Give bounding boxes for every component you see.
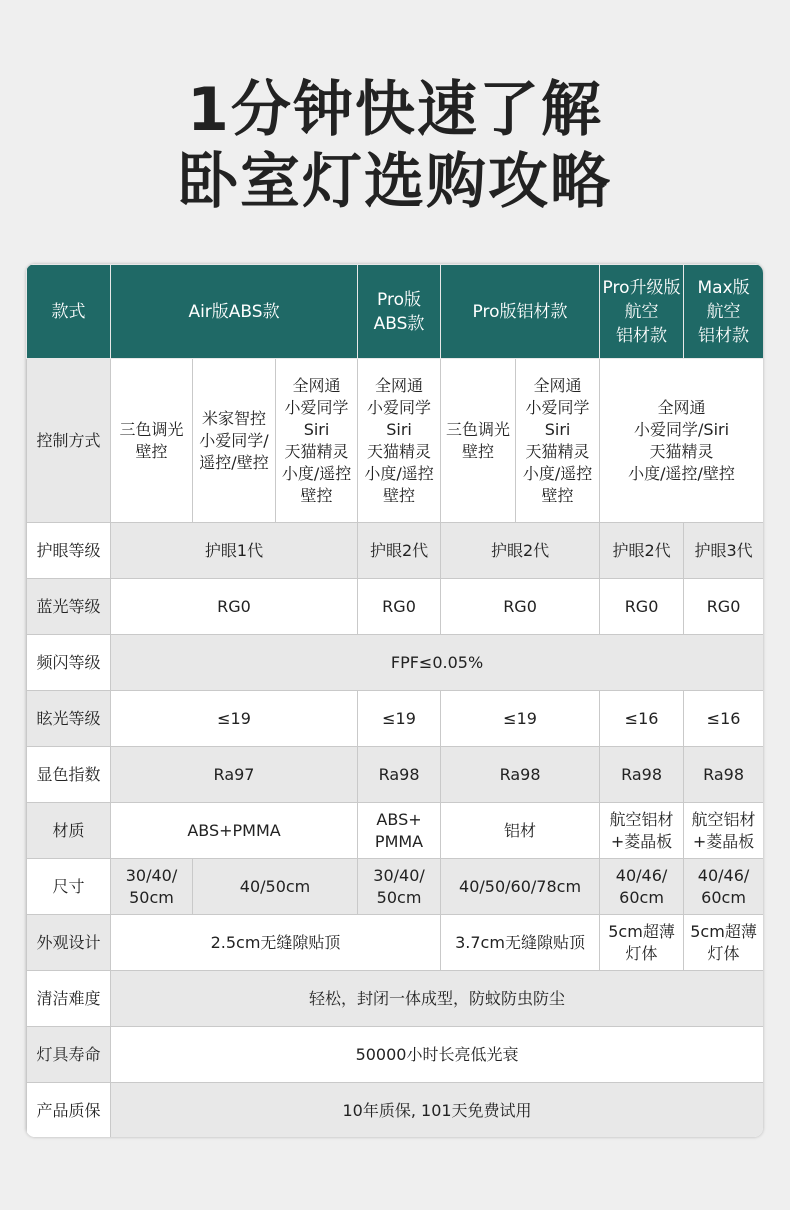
cell-size-2: 40/50cm (193, 859, 358, 915)
row-control (27, 359, 764, 523)
cell-blue-5: RG0 (684, 579, 763, 635)
row-label-warranty: 产品质保 (27, 1083, 111, 1138)
page-title-line-1: 1分钟快速了解 (187, 75, 603, 145)
cell-control-7: 全网通 小爱同学/Siri 天猫精灵 小度/遥控/壁控 (600, 359, 763, 523)
cell-blue-3: RG0 (441, 579, 600, 635)
cell-glare-4: ≤16 (600, 691, 684, 747)
cell-size-5: 40/46/ 60cm (600, 859, 684, 915)
cell-size-1: 30/40/ 50cm (111, 859, 193, 915)
cell-control-4: 全网通 小爱同学 Siri 天猫精灵 小度/遥控 壁控 (358, 359, 441, 523)
row-label-material: 材质 (27, 803, 111, 859)
header-pro-upgrade: Pro升级版 航空 铝材款 (600, 265, 684, 359)
cell-blue-2: RG0 (358, 579, 441, 635)
row-label-blue: 蓝光等级 (27, 579, 111, 635)
cell-size-6: 40/46/ 60cm (684, 859, 763, 915)
row-label-size: 尺寸 (27, 859, 111, 915)
row-cri (27, 747, 764, 803)
page-title-line-2: 卧室灯选购攻略 (178, 147, 612, 217)
cell-cri-2: Ra98 (358, 747, 441, 803)
cell-warranty-1: 10年质保, 101天免费试用 (111, 1083, 764, 1138)
cell-eye-2: 护眼2代 (358, 523, 441, 579)
comparison-table (26, 264, 763, 1137)
cell-material-5: 航空铝材 +菱晶板 (684, 803, 763, 859)
row-design (27, 915, 764, 971)
row-label-glare: 眩光等级 (27, 691, 111, 747)
cell-material-4: 航空铝材 +菱晶板 (600, 803, 684, 859)
row-label-control: 控制方式 (27, 359, 111, 523)
cell-eye-1: 护眼1代 (111, 523, 358, 579)
cell-eye-4: 护眼2代 (600, 523, 684, 579)
cell-size-4: 40/50/60/78cm (441, 859, 600, 915)
row-label-cri: 显色指数 (27, 747, 111, 803)
cell-design-4: 5cm超薄 灯体 (684, 915, 763, 971)
cell-flicker-1: FPF≤0.05% (111, 635, 764, 691)
row-flicker (27, 635, 764, 691)
cell-material-3: 铝材 (441, 803, 600, 859)
cell-control-3: 全网通 小爱同学 Siri 天猫精灵 小度/遥控 壁控 (276, 359, 358, 523)
header-air-abs: Air版ABS款 (111, 265, 358, 359)
header-pro-aluminum: Pro版铝材款 (441, 265, 600, 359)
cell-cri-4: Ra98 (600, 747, 684, 803)
row-material (27, 803, 764, 859)
cell-size-3: 30/40/ 50cm (358, 859, 441, 915)
row-glare (27, 691, 764, 747)
header-label: 款式 (27, 265, 111, 359)
cell-material-1: ABS+PMMA (111, 803, 358, 859)
cell-glare-2: ≤19 (358, 691, 441, 747)
cell-cri-5: Ra98 (684, 747, 763, 803)
cell-life-1: 50000小时长亮低光衰 (111, 1027, 764, 1083)
row-size (27, 859, 764, 915)
cell-blue-1: RG0 (111, 579, 358, 635)
cell-glare-5: ≤16 (684, 691, 763, 747)
cell-clean-1: 轻松，封闭一体成型，防蚊防虫防尘 (111, 971, 764, 1027)
row-label-eye: 护眼等级 (27, 523, 111, 579)
row-label-flicker: 频闪等级 (27, 635, 111, 691)
cell-eye-5: 护眼3代 (684, 523, 763, 579)
cell-blue-4: RG0 (600, 579, 684, 635)
cell-design-1: 2.5cm无缝隙贴顶 (111, 915, 441, 971)
header-pro-abs: Pro版 ABS款 (358, 265, 441, 359)
cell-cri-1: Ra97 (111, 747, 358, 803)
cell-control-5: 三色调光 壁控 (441, 359, 516, 523)
row-eye (27, 523, 764, 579)
cell-design-2: 3.7cm无缝隙贴顶 (441, 915, 600, 971)
row-warranty (27, 1083, 764, 1138)
cell-glare-1: ≤19 (111, 691, 358, 747)
cell-eye-3: 护眼2代 (441, 523, 600, 579)
row-label-design: 外观设计 (27, 915, 111, 971)
row-label-life: 灯具寿命 (27, 1027, 111, 1083)
row-clean (27, 971, 764, 1027)
comparison-card (26, 264, 763, 1137)
row-label-clean: 清洁难度 (27, 971, 111, 1027)
header-max: Max版 航空 铝材款 (684, 265, 763, 359)
table-header-row (27, 265, 764, 359)
cell-cri-3: Ra98 (441, 747, 600, 803)
cell-glare-3: ≤19 (441, 691, 600, 747)
cell-control-6: 全网通 小爱同学 Siri 天猫精灵 小度/遥控 壁控 (516, 359, 600, 523)
cell-material-2: ABS+ PMMA (358, 803, 441, 859)
row-life (27, 1027, 764, 1083)
cell-control-1: 三色调光 壁控 (111, 359, 193, 523)
cell-design-3: 5cm超薄 灯体 (600, 915, 684, 971)
row-blue (27, 579, 764, 635)
cell-control-2: 米家智控 小爱同学/ 遥控/壁控 (193, 359, 276, 523)
